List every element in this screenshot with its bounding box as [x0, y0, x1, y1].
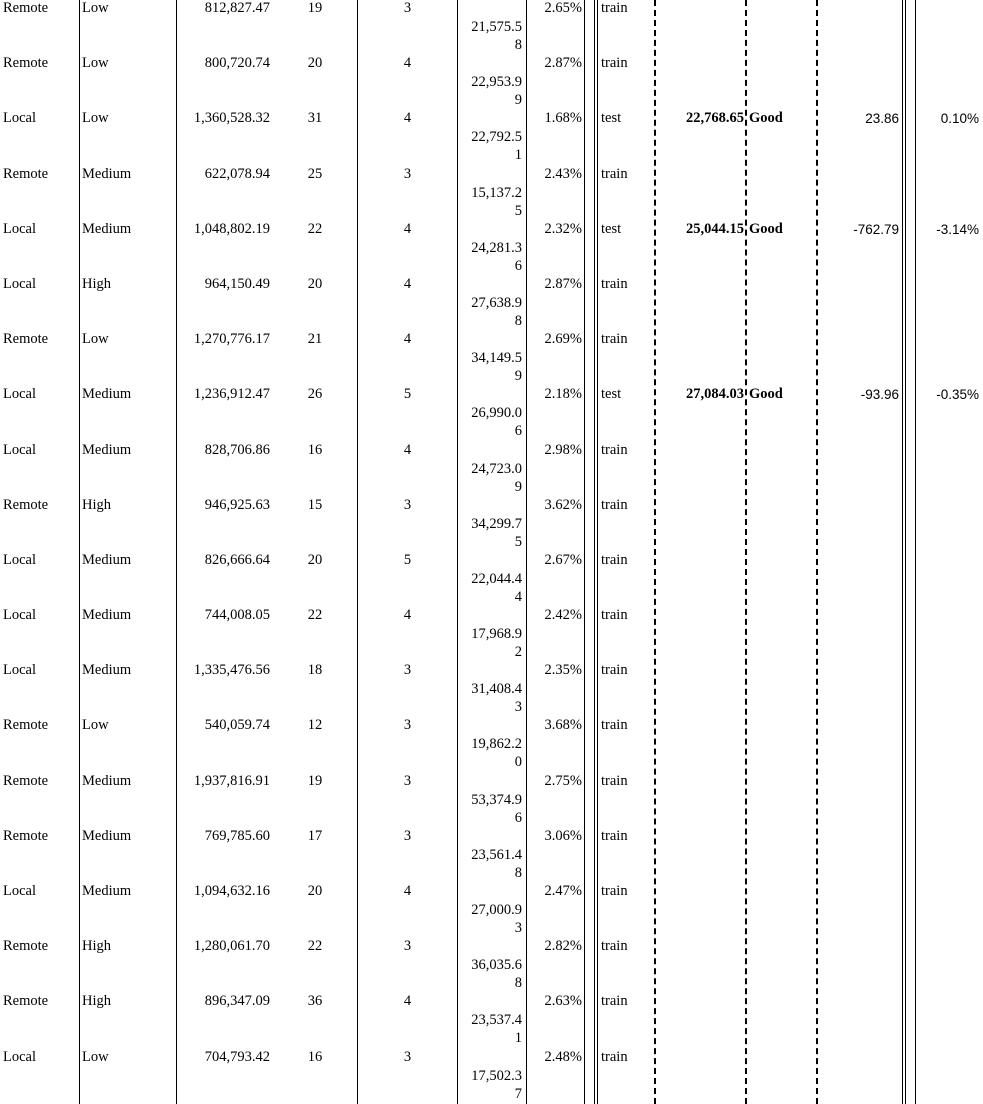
- table-row: [0, 331, 983, 386]
- cell-split: train: [601, 662, 628, 678]
- cell-level: 3: [403, 717, 412, 733]
- cell-average: 17,968.92: [471, 626, 522, 660]
- cell-priority: Medium: [82, 386, 132, 402]
- cell-average: 22,953.99: [471, 74, 522, 108]
- cell-location: Remote: [3, 938, 49, 954]
- cell-count: 18: [307, 662, 323, 678]
- cell-average: 27,000.93: [471, 902, 522, 936]
- cell-split: train: [601, 828, 628, 844]
- cell-level: 3: [403, 938, 412, 954]
- table-row: [0, 993, 983, 1048]
- table-row: [0, 607, 983, 662]
- cell-split: train: [601, 442, 628, 458]
- cell-average: 27,638.98: [471, 295, 522, 329]
- cell-level: 4: [403, 883, 412, 899]
- cell-location: Remote: [3, 497, 49, 513]
- cell-location: Local: [3, 386, 37, 402]
- cell-level: 4: [403, 607, 412, 623]
- cell-split: test: [601, 386, 622, 402]
- cell-difference-pct: 0.10%: [940, 111, 979, 126]
- table-row: [0, 883, 983, 938]
- cell-rate: 2.82%: [544, 938, 582, 954]
- cell-split: train: [601, 497, 628, 513]
- cell-rate: 2.87%: [544, 276, 582, 292]
- table-row: [0, 938, 983, 993]
- cell-average: 15,137.25: [471, 185, 522, 219]
- cell-split: train: [601, 0, 628, 16]
- cell-rate: 2.47%: [544, 883, 582, 899]
- cell-count: 22: [307, 221, 323, 237]
- cell-location: Remote: [3, 993, 49, 1009]
- cell-count: 15: [307, 497, 323, 513]
- cell-amount: 1,236,912.47: [193, 386, 270, 402]
- cell-rate: 3.68%: [544, 717, 582, 733]
- cell-count: 22: [307, 938, 323, 954]
- cell-priority: Medium: [82, 607, 132, 623]
- cell-rate: 2.65%: [544, 0, 582, 16]
- cell-level: 3: [403, 1049, 412, 1065]
- cell-rate: 3.06%: [544, 828, 582, 844]
- cell-location: Local: [3, 221, 37, 237]
- cell-priority: High: [82, 276, 111, 292]
- cell-location: Local: [3, 607, 37, 623]
- cell-amount: 744,008.05: [204, 607, 270, 623]
- cell-average: 34,149.59: [471, 350, 522, 384]
- cell-priority: High: [82, 938, 111, 954]
- cell-location: Remote: [3, 55, 49, 71]
- table-row: [0, 828, 983, 883]
- table-row: [0, 110, 983, 165]
- cell-count: 16: [307, 1049, 323, 1065]
- cell-split: train: [601, 993, 628, 1009]
- table-row: [0, 276, 983, 331]
- cell-average: 26,990.06: [471, 405, 522, 439]
- cell-location: Remote: [3, 166, 49, 182]
- cell-average: 22,792.51: [471, 129, 522, 163]
- cell-difference-pct: -3.14%: [936, 222, 979, 237]
- cell-rate: 2.18%: [544, 386, 582, 402]
- cell-split: train: [601, 55, 628, 71]
- cell-rate: 2.48%: [544, 1049, 582, 1065]
- cell-level: 4: [403, 993, 412, 1009]
- cell-average: 21,575.58: [471, 19, 522, 53]
- table-row: [0, 0, 983, 55]
- cell-amount: 1,094,632.16: [193, 883, 270, 899]
- cell-amount: 812,827.47: [204, 0, 270, 16]
- cell-average: 23,561.48: [471, 847, 522, 881]
- cell-count: 20: [307, 276, 323, 292]
- cell-split: train: [601, 1049, 628, 1065]
- cell-location: Local: [3, 883, 37, 899]
- table-row: [0, 166, 983, 221]
- table-row: [0, 442, 983, 497]
- cell-split: train: [601, 276, 628, 292]
- cell-priority: Low: [82, 1049, 109, 1065]
- cell-prediction: 25,044.15: [686, 221, 744, 237]
- cell-rate: 2.69%: [544, 331, 582, 347]
- cell-priority: High: [82, 497, 111, 513]
- cell-rate: 2.32%: [544, 221, 582, 237]
- cell-quality: Good: [749, 110, 783, 126]
- cell-average: 34,299.75: [471, 516, 522, 550]
- cell-count: 26: [307, 386, 323, 402]
- cell-location: Remote: [3, 0, 49, 16]
- cell-rate: 2.63%: [544, 993, 582, 1009]
- cell-average: 22,044.44: [471, 571, 522, 605]
- cell-prediction: 27,084.03: [686, 386, 744, 402]
- cell-count: 36: [307, 993, 323, 1009]
- cell-count: 12: [307, 717, 323, 733]
- cell-priority: Low: [82, 55, 109, 71]
- table-row: [0, 552, 983, 607]
- cell-priority: Medium: [82, 662, 132, 678]
- cell-average: 19,862.20: [471, 736, 522, 770]
- cell-split: train: [601, 717, 628, 733]
- cell-difference-pct: -0.35%: [936, 387, 979, 402]
- cell-location: Local: [3, 662, 37, 678]
- cell-location: Remote: [3, 773, 49, 789]
- table-row: [0, 386, 983, 441]
- cell-average: 31,408.43: [471, 681, 522, 715]
- table-row: [0, 773, 983, 828]
- cell-split: train: [601, 883, 628, 899]
- cell-priority: Low: [82, 717, 109, 733]
- cell-split: train: [601, 773, 628, 789]
- cell-level: 3: [403, 828, 412, 844]
- table-row: [0, 497, 983, 552]
- cell-count: 20: [307, 883, 323, 899]
- cell-level: 4: [403, 442, 412, 458]
- cell-location: Remote: [3, 828, 49, 844]
- cell-rate: 2.42%: [544, 607, 582, 623]
- cell-priority: Medium: [82, 883, 132, 899]
- cell-split: train: [601, 166, 628, 182]
- cell-location: Local: [3, 110, 37, 126]
- cell-amount: 1,270,776.17: [193, 331, 270, 347]
- cell-priority: Low: [82, 331, 109, 347]
- cell-amount: 800,720.74: [204, 55, 270, 71]
- cell-average: 53,374.96: [471, 792, 522, 826]
- cell-level: 4: [403, 331, 412, 347]
- cell-split: train: [601, 938, 628, 954]
- cell-level: 5: [403, 552, 412, 568]
- cell-split: train: [601, 552, 628, 568]
- cell-priority: Medium: [82, 166, 132, 182]
- cell-amount: 1,937,816.91: [193, 773, 270, 789]
- cell-level: 3: [403, 166, 412, 182]
- cell-location: Remote: [3, 331, 49, 347]
- cell-amount: 704,793.42: [204, 1049, 270, 1065]
- cell-priority: Medium: [82, 442, 132, 458]
- cell-count: 25: [307, 166, 323, 182]
- cell-amount: 896,347.09: [204, 993, 270, 1009]
- cell-rate: 1.68%: [544, 110, 582, 126]
- cell-priority: Low: [82, 110, 109, 126]
- cell-count: 19: [307, 0, 323, 16]
- cell-level: 4: [403, 55, 412, 71]
- cell-rate: 2.67%: [544, 552, 582, 568]
- cell-count: 19: [307, 773, 323, 789]
- cell-location: Local: [3, 1049, 37, 1065]
- cell-location: Local: [3, 442, 37, 458]
- cell-level: 3: [403, 0, 412, 16]
- cell-quality: Good: [749, 386, 783, 402]
- cell-difference: -93.96: [860, 387, 899, 402]
- cell-average: 24,723.09: [471, 461, 522, 495]
- cell-average: 17,502.37: [471, 1068, 522, 1102]
- cell-split: test: [601, 221, 622, 237]
- cell-location: Local: [3, 552, 37, 568]
- cell-amount: 826,666.64: [204, 552, 270, 568]
- cell-amount: 964,150.49: [204, 276, 270, 292]
- cell-location: Remote: [3, 717, 49, 733]
- cell-count: 21: [307, 331, 323, 347]
- table-row: [0, 662, 983, 717]
- cell-rate: 2.87%: [544, 55, 582, 71]
- cell-average: 24,281.36: [471, 240, 522, 274]
- cell-rate: 2.43%: [544, 166, 582, 182]
- cell-count: 20: [307, 55, 323, 71]
- cell-average: 36,035.68: [471, 957, 522, 991]
- cell-prediction: 22,768.65: [686, 110, 744, 126]
- cell-quality: Good: [749, 221, 783, 237]
- cell-level: 4: [403, 221, 412, 237]
- cell-level: 3: [403, 662, 412, 678]
- cell-amount: 828,706.86: [204, 442, 270, 458]
- cell-amount: 1,280,061.70: [193, 938, 270, 954]
- cell-split: train: [601, 607, 628, 623]
- cell-amount: 1,048,802.19: [193, 221, 270, 237]
- cell-level: 3: [403, 497, 412, 513]
- cell-level: 4: [403, 110, 412, 126]
- cell-rate: 2.98%: [544, 442, 582, 458]
- cell-level: 4: [403, 276, 412, 292]
- cell-priority: Medium: [82, 552, 132, 568]
- cell-amount: 769,785.60: [204, 828, 270, 844]
- cell-amount: 946,925.63: [204, 497, 270, 513]
- table-row: [0, 1049, 983, 1104]
- cell-priority: Medium: [82, 828, 132, 844]
- cell-split: train: [601, 331, 628, 347]
- cell-amount: 1,360,528.32: [193, 110, 270, 126]
- cell-count: 22: [307, 607, 323, 623]
- cell-rate: 2.75%: [544, 773, 582, 789]
- cell-count: 20: [307, 552, 323, 568]
- cell-level: 3: [403, 773, 412, 789]
- cell-rate: 3.62%: [544, 497, 582, 513]
- cell-priority: Medium: [82, 221, 132, 237]
- cell-difference: 23.86: [865, 111, 899, 126]
- cell-priority: High: [82, 993, 111, 1009]
- cell-amount: 1,335,476.56: [193, 662, 270, 678]
- table-row: [0, 717, 983, 772]
- cell-amount: 540,059.74: [204, 717, 270, 733]
- table-row: [0, 55, 983, 110]
- cell-rate: 2.35%: [544, 662, 582, 678]
- cell-split: test: [601, 110, 622, 126]
- cell-count: 16: [307, 442, 323, 458]
- cell-count: 31: [307, 110, 323, 126]
- cell-priority: Medium: [82, 773, 132, 789]
- table-row: [0, 221, 983, 276]
- cell-amount: 622,078.94: [204, 166, 270, 182]
- cell-difference: -762.79: [853, 222, 899, 237]
- cell-level: 5: [403, 386, 412, 402]
- cell-priority: Low: [82, 0, 109, 16]
- cell-location: Local: [3, 276, 37, 292]
- cell-average: 23,537.41: [471, 1012, 522, 1046]
- cell-count: 17: [307, 828, 323, 844]
